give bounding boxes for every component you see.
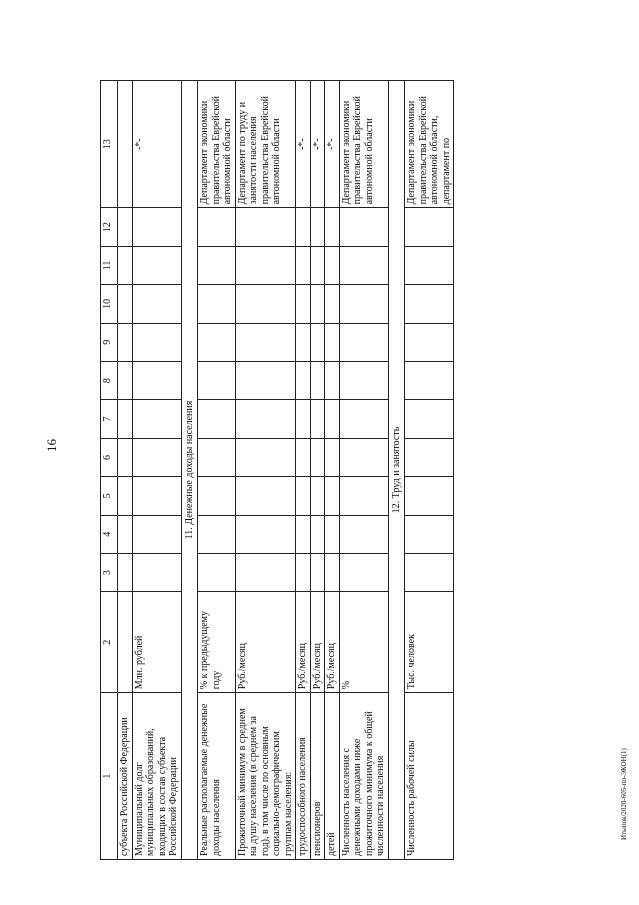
value-cell [325,553,340,591]
value-cell [296,323,311,361]
section-row [388,81,405,860]
indicator-name: Прожиточный минимум в среднем на душу населения (в среднем за год), в том числе по основным социально-демографическим группам населения: [235,693,296,860]
value-cell [405,400,454,438]
footer-code: Итыпок/2020-605-пп-ЭКОН(1) [620,748,628,840]
value-cell [118,400,133,438]
value-cell [405,246,454,284]
value-cell [310,323,325,361]
value-cell [325,438,340,476]
value-cell [235,400,296,438]
value-cell [118,285,133,323]
value-cell [296,285,311,323]
value-cell [235,553,296,591]
unit-cell: % [339,592,388,693]
value-cell [325,515,340,553]
responsible-cell: Департамент экономики правительства Еврейской автономной области, департамент по [405,81,454,208]
responsible-cell: -*- [296,81,311,208]
unit-cell: Руб./месяц [296,592,311,693]
value-cell [325,246,340,284]
value-cell [118,477,133,515]
unit-cell: Тыс. человек [405,592,454,693]
value-cell [405,438,454,476]
unit-cell [118,592,133,693]
value-cell [132,323,181,361]
value-cell [405,285,454,323]
value-cell [310,246,325,284]
value-cell [296,477,311,515]
value-cell [296,515,311,553]
table-body [118,81,454,860]
value-cell [405,323,454,361]
page-number: 16 [44,439,59,452]
value-cell [325,285,340,323]
value-cell [325,400,340,438]
responsible-cell: Департамент по труду и занятости населения правительства Еврейской автономной области [235,81,296,208]
value-cell [310,208,325,246]
indicator-name: субъекта Российской Федерации [118,693,133,860]
value-cell [235,438,296,476]
section-title: 11. Денежные доходы населения [181,81,198,860]
value-cell [118,208,133,246]
indicator-name: трудоспособного населения [296,693,311,860]
indicators-table [100,80,454,860]
indicator-name: Численность рабочей силы [405,693,454,860]
header-cell: 12 [101,208,118,246]
header-cell: 4 [101,515,118,553]
value-cell [310,361,325,399]
indicator-name: Муниципальный долг муниципальных образований, входящих в состав субъекта Российской Федерации [132,693,181,860]
value-cell [198,438,236,476]
table-row [310,81,325,860]
value-cell [339,477,388,515]
value-cell [132,361,181,399]
unit-cell: % к предыдущему году [198,592,236,693]
header-cell: 2 [101,592,118,693]
header-cell: 6 [101,438,118,476]
indicator-name: Численность населения с денежными доходами ниже прожиточного минимума к общей численности населения [339,693,388,860]
responsible-cell: -*- [132,81,181,208]
unit-cell: Млн. рублей [132,592,181,693]
value-cell [198,246,236,284]
value-cell [325,323,340,361]
value-cell [198,477,236,515]
value-cell [198,361,236,399]
table-row [198,81,236,860]
value-cell [405,553,454,591]
value-cell [339,361,388,399]
value-cell [325,477,340,515]
value-cell [118,361,133,399]
section-title: 12. Труд и занятость [388,81,405,860]
value-cell [235,246,296,284]
value-cell [198,515,236,553]
value-cell [339,553,388,591]
value-cell [132,208,181,246]
unit-cell: Руб./месяц [325,592,340,693]
value-cell [198,285,236,323]
header-cell: 5 [101,477,118,515]
value-cell [235,323,296,361]
value-cell [132,400,181,438]
table-row [339,81,388,860]
value-cell [118,246,133,284]
value-cell [235,285,296,323]
value-cell [198,208,236,246]
value-cell [296,553,311,591]
header-cell: 9 [101,323,118,361]
unit-cell: Руб./месяц [235,592,296,693]
responsible-cell: Департамент экономики правительства Еврейской автономной области [339,81,388,208]
header-cell: 8 [101,361,118,399]
value-cell [118,553,133,591]
unit-cell: Руб./месяц [310,592,325,693]
value-cell [132,477,181,515]
value-cell [296,208,311,246]
value-cell [132,553,181,591]
value-cell [339,515,388,553]
value-cell [310,400,325,438]
table-row [235,81,296,860]
header-cell: 7 [101,400,118,438]
indicator-name: детей [325,693,340,860]
value-cell [296,400,311,438]
header-cell: 11 [101,246,118,284]
value-cell [198,553,236,591]
value-cell [235,208,296,246]
value-cell [325,208,340,246]
value-cell [296,246,311,284]
responsible-cell: -*- [325,81,340,208]
value-cell [405,361,454,399]
value-cell [339,246,388,284]
value-cell [339,323,388,361]
table-row [405,81,454,860]
value-cell [118,323,133,361]
rotated-table-container [100,80,615,860]
value-cell [310,285,325,323]
table-row [132,81,181,860]
table-row [296,81,311,860]
indicator-name: пенсионеров [310,693,325,860]
header-cell: 3 [101,553,118,591]
value-cell [310,515,325,553]
header-row [101,81,118,860]
value-cell [339,208,388,246]
value-cell [339,400,388,438]
value-cell [235,361,296,399]
value-cell [339,285,388,323]
section-row [181,81,198,860]
value-cell [132,438,181,476]
header-cell: 10 [101,285,118,323]
responsible-cell: -*- [310,81,325,208]
table-row [325,81,340,860]
value-cell [310,477,325,515]
value-cell [405,477,454,515]
value-cell [235,515,296,553]
value-cell [198,400,236,438]
value-cell [132,246,181,284]
table-row [118,81,133,860]
header-cell: 1 [101,693,118,860]
value-cell [339,438,388,476]
value-cell [132,515,181,553]
value-cell [325,361,340,399]
value-cell [118,438,133,476]
indicator-name: Реальные располагаемые денежные доходы населения [198,693,236,860]
value-cell [132,285,181,323]
responsible-cell: Департамент экономики правительства Еврейской автономной области [198,81,236,208]
header-cell: 13 [101,81,118,208]
value-cell [310,553,325,591]
value-cell [310,438,325,476]
value-cell [296,438,311,476]
value-cell [118,515,133,553]
value-cell [198,323,236,361]
value-cell [296,361,311,399]
value-cell [405,208,454,246]
value-cell [235,477,296,515]
value-cell [405,515,454,553]
responsible-cell [118,81,133,208]
